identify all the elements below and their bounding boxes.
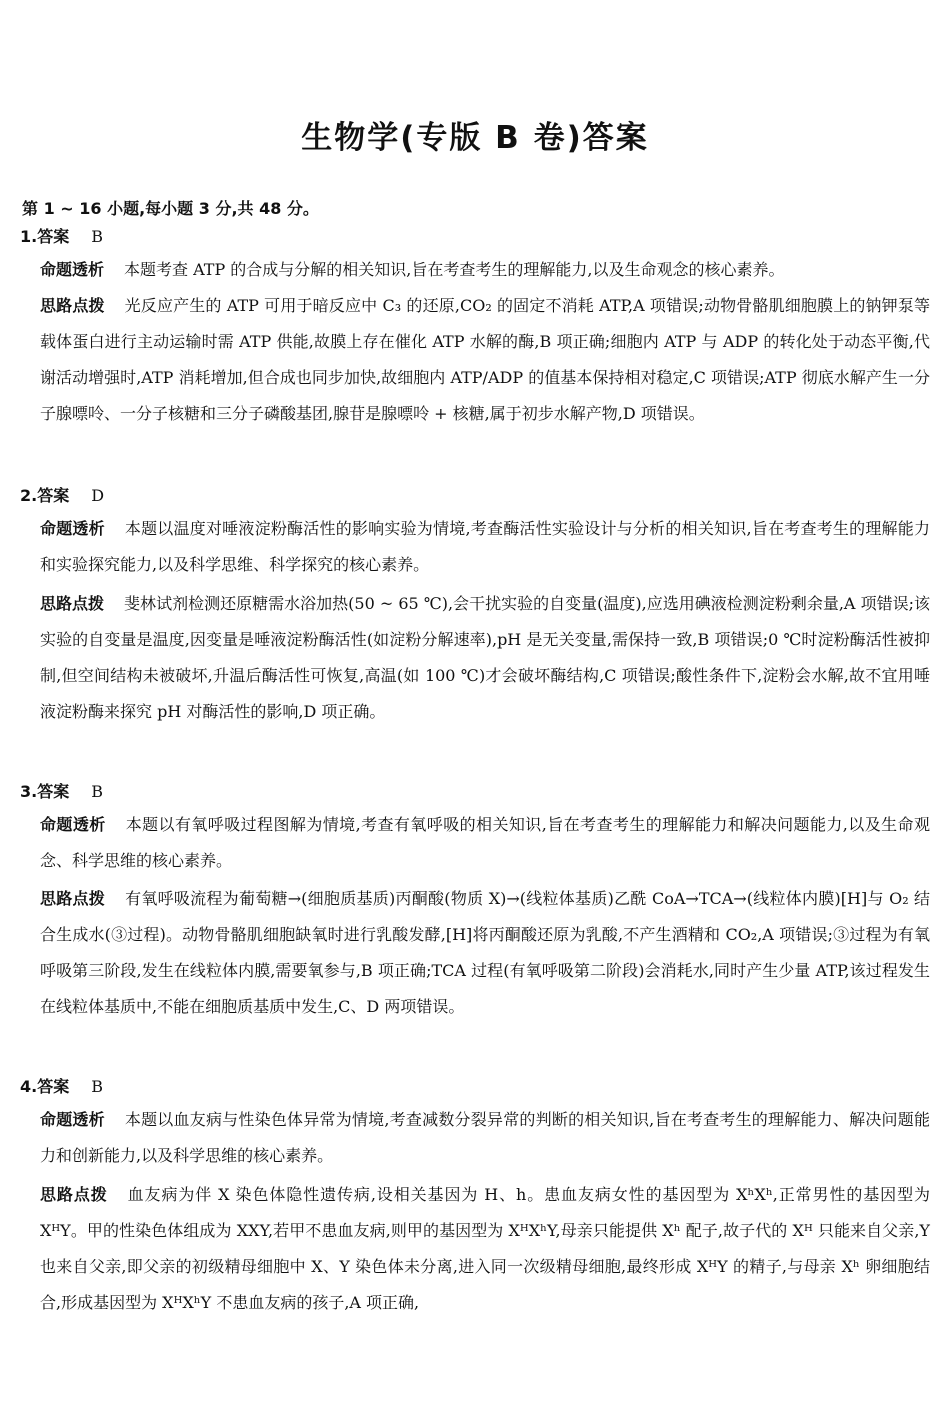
hint-text: 斐林试剂检测还原糖需水浴加热(50 ~ 65 ℃),会干扰实验的自变量(温度),应选用碘液检测淀粉剩余量,A 项错误;该实验的自变量是温度,因变量是唾液淀粉酶活性(如淀粉分解速率),pH 是无关变量,需保持一致,B 项错误;0 ℃时淀粉酶活性被抑制,但空间结构未被破坏,升温后酶活性可恢复,高温(如 100 ℃)才会破坏酶结构,C 项错误;酸性条件下,淀粉会水解,故不宜用唾液淀粉酶来探究 pH 对酶活性的影响,D 项正确。	[40, 594, 930, 721]
answer-label: 答案	[37, 486, 70, 505]
question-3-hint	[40, 881, 930, 1025]
answer-value: B	[91, 1077, 103, 1096]
question-3-analysis	[40, 807, 930, 879]
page-title: 生物学(专版 B 卷)答案	[301, 120, 649, 156]
question-number: 3.	[20, 782, 38, 801]
question-4-header	[20, 1074, 103, 1097]
question-3-header	[20, 779, 103, 802]
answer-value: B	[91, 227, 103, 246]
question-1-header	[20, 224, 103, 247]
question-2-analysis	[40, 511, 930, 583]
answer-value: D	[91, 486, 105, 505]
answer-label: 答案	[37, 227, 70, 246]
hint-text: 光反应产生的 ATP 可用于暗反应中 C₃ 的还原,CO₂ 的固定不消耗 ATP,A 项错误;动物骨骼肌细胞膜上的钠钾泵等载体蛋白进行主动运输时需 ATP 供能,故膜上存在催化 ATP 水解的酶,B 项正确;细胞内 ATP 与 ADP 的转化处于动态平衡,代谢活动增强时,ATP 消耗增加,但合成也同步加快,故细胞内 ATP/ADP 的值基本保持相对稳定,C 项错误;ATP 彻底水解产生一分子腺嘌呤、一分子核糖和三分子磷酸基团,腺苷是腺嘌呤 + 核糖,属于初步水解产物,D 项错误。	[40, 296, 930, 423]
hint-label: 思路点拨	[40, 296, 105, 315]
question-1-hint	[40, 288, 930, 432]
section-intro: 第 1 ~ 16 小题,每小题 3 分,共 48 分。	[22, 199, 319, 218]
question-4-analysis	[40, 1102, 930, 1174]
analysis-label: 命题透析	[40, 519, 105, 538]
answer-value: B	[91, 782, 103, 801]
hint-text: 有氧呼吸流程为葡萄糖→(细胞质基质)丙酮酸(物质 X)→(线粒体基质)乙酰 CoA→TCA→(线粒体内膜)[H]与 O₂ 结合生成水(③过程)。动物骨骼肌细胞缺氧时进行乳酸发酵,[H]将丙酮酸还原为乳酸,不产生酒精和 CO₂,A 项错误;③过程为有氧呼吸第三阶段,发生在线粒体内膜,需要氧参与,B 项正确;TCA 过程(有氧呼吸第二阶段)会消耗水,同时产生少量 ATP,该过程发生在线粒体基质中,不能在细胞质基质中发生,C、D 两项错误。	[40, 889, 930, 1016]
question-2-hint	[40, 586, 930, 730]
analysis-text: 本题以血友病与性染色体异常为情境,考查减数分裂异常的判断的相关知识,旨在考查考生的理解能力、解决问题能力和创新能力,以及科学思维的核心素养。	[40, 1110, 930, 1165]
hint-label: 思路点拨	[40, 594, 105, 613]
question-number: 2.	[20, 486, 38, 505]
question-number: 1.	[20, 227, 38, 246]
question-number: 4.	[20, 1077, 38, 1096]
analysis-text: 本题以有氧呼吸过程图解为情境,考查有氧呼吸的相关知识,旨在考查考生的理解能力和解决问题能力,以及生命观念、科学思维的核心素养。	[40, 815, 930, 870]
analysis-label: 命题透析	[40, 1110, 105, 1129]
analysis-label: 命题透析	[40, 260, 105, 279]
hint-label: 思路点拨	[40, 1185, 108, 1204]
analysis-text: 本题考查 ATP 的合成与分解的相关知识,旨在考查考生的理解能力,以及生命观念的核心素养。	[124, 260, 785, 279]
question-1-analysis	[40, 252, 930, 288]
analysis-text: 本题以温度对唾液淀粉酶活性的影响实验为情境,考查酶活性实验设计与分析的相关知识,旨在考查考生的理解能力和实验探究能力,以及科学思维、科学探究的核心素养。	[40, 519, 930, 574]
question-2-header	[20, 483, 104, 506]
answer-label: 答案	[37, 1077, 70, 1096]
question-4-hint	[40, 1177, 930, 1321]
answer-label: 答案	[37, 782, 70, 801]
hint-label: 思路点拨	[40, 889, 106, 908]
hint-text: 血友病为伴 X 染色体隐性遗传病,设相关基因为 H、h。患血友病女性的基因型为 XʰXʰ,正常男性的基因型为 XᴴY。甲的性染色体组成为 XXY,若甲不患血友病,则甲的基因型为 XᴴXʰY,母亲只能提供 Xʰ 配子,故子代的 Xᴴ 只能来自父亲,Y 也来自父亲,即父亲的初级精母细胞中 X、Y 染色体未分离,进入同一次级精母细胞,最终形成 XᴴY 的精子,与母亲 Xʰ 卵细胞结合,形成基因型为 XᴴXʰY 不患血友病的孩子,A 项正确,	[40, 1185, 930, 1312]
analysis-label: 命题透析	[40, 815, 106, 834]
